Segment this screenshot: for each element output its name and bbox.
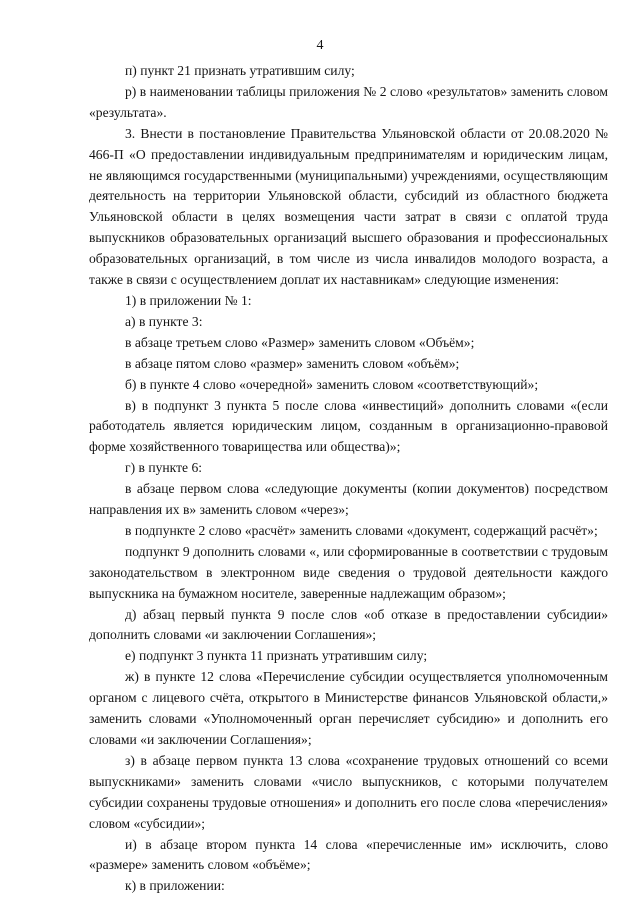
paragraph-v: в) в подпункт 3 пункта 5 после слова «инвестиций» дополнить словами «(если работодатель является юридическим лицом, созданным в организационно-правовой форме хозяйственного товарищества или общества)»;	[89, 397, 608, 455]
paragraph-a-1: в абзаце третьем слово «Размер» заменить словом «Объём»;	[125, 334, 475, 350]
paragraph-r: р) в наименовании таблицы приложения № 2 слово «результатов» заменить словом «результата».	[89, 83, 608, 120]
paragraph-d: д) абзац первый пункта 9 после слов «об отказе в предоставлении субсидии» дополнить словами «и заключении Соглашения»;	[89, 606, 608, 643]
page-number: 4	[316, 38, 324, 53]
paragraph-g-3: подпункт 9 дополнить словами «, или сформированные в соответствии с трудовым законодательством в электронном виде сведения о трудовой деятельности каждого выпускника на бумажном носителе, заверенные надлежащим образом»;	[89, 543, 608, 601]
paragraph-p: п) пункт 21 признать утратившим силу;	[125, 63, 355, 78]
paragraph-z: з) в абзаце первом пункта 13 слова «сохранение трудовых отношений со всеми выпускниками» заменить словами «число выпускников, с которыми получателем субсидии сохранены трудовые отношения» и дополнить его после слова «перечисления» словом «субсидии»;	[89, 752, 608, 831]
paragraph-k: к) в приложении:	[125, 878, 225, 894]
paragraph-g-2: в подпункте 2 слово «расчёт» заменить словами «документ, содержащий расчёт»;	[125, 522, 598, 538]
paragraph-b: б) в пункте 4 слово «очередной» заменить словом «соответствующий»;	[125, 376, 539, 392]
document-body	[89, 61, 608, 897]
paragraph-a: а) в пункте 3:	[125, 313, 203, 329]
paragraph-a-2: в абзаце пятом слово «размер» заменить словом «объём»;	[125, 355, 460, 371]
paragraph-3: 3. Внести в постановление Правительства Ульяновской области от 20.08.2020 № 466-П «О предоставлении индивидуальным предпринимателям и юридическим лицам, не являющимся государственными (муниципальными) учреждениями, осуществляющим деятельность на территории Ульяновской области, субсидий из областного бюджета Ульяновской области в целях возмещения части затрат в связи с оплатой труда выпускников образовательных организаций высшего образования и профессиональных образовательных организаций, в том числе из числа инвалидов молодого возраста, а также в связи с осуществлением доплат их наставникам» следующие изменения:	[89, 125, 608, 288]
paragraph-i: и) в абзаце втором пункта 14 слова «перечисленные им» исключить, слово «размере» заменить словом «объёме»;	[89, 836, 608, 873]
paragraph-zh: ж) в пункте 12 слова «Перечисление субсидии осуществляется уполномоченным органом с лицевого счёта, открытого в Министерстве финансов Ульяновской области,» заменить словами «Уполномоченный орган перечисляет субсидию» и дополнить его словами «и заключении Соглашения»;	[89, 669, 608, 747]
paragraph-g: г) в пункте 6:	[125, 460, 203, 476]
paragraph-g-1: в абзаце первом слова «следующие документы (копии документов) посредством направления их в» заменить словом «через»;	[89, 481, 608, 518]
paragraph-e: е) подпункт 3 пункта 11 признать утратившим силу;	[125, 648, 428, 664]
paragraph-1: 1) в приложении № 1:	[125, 292, 252, 308]
